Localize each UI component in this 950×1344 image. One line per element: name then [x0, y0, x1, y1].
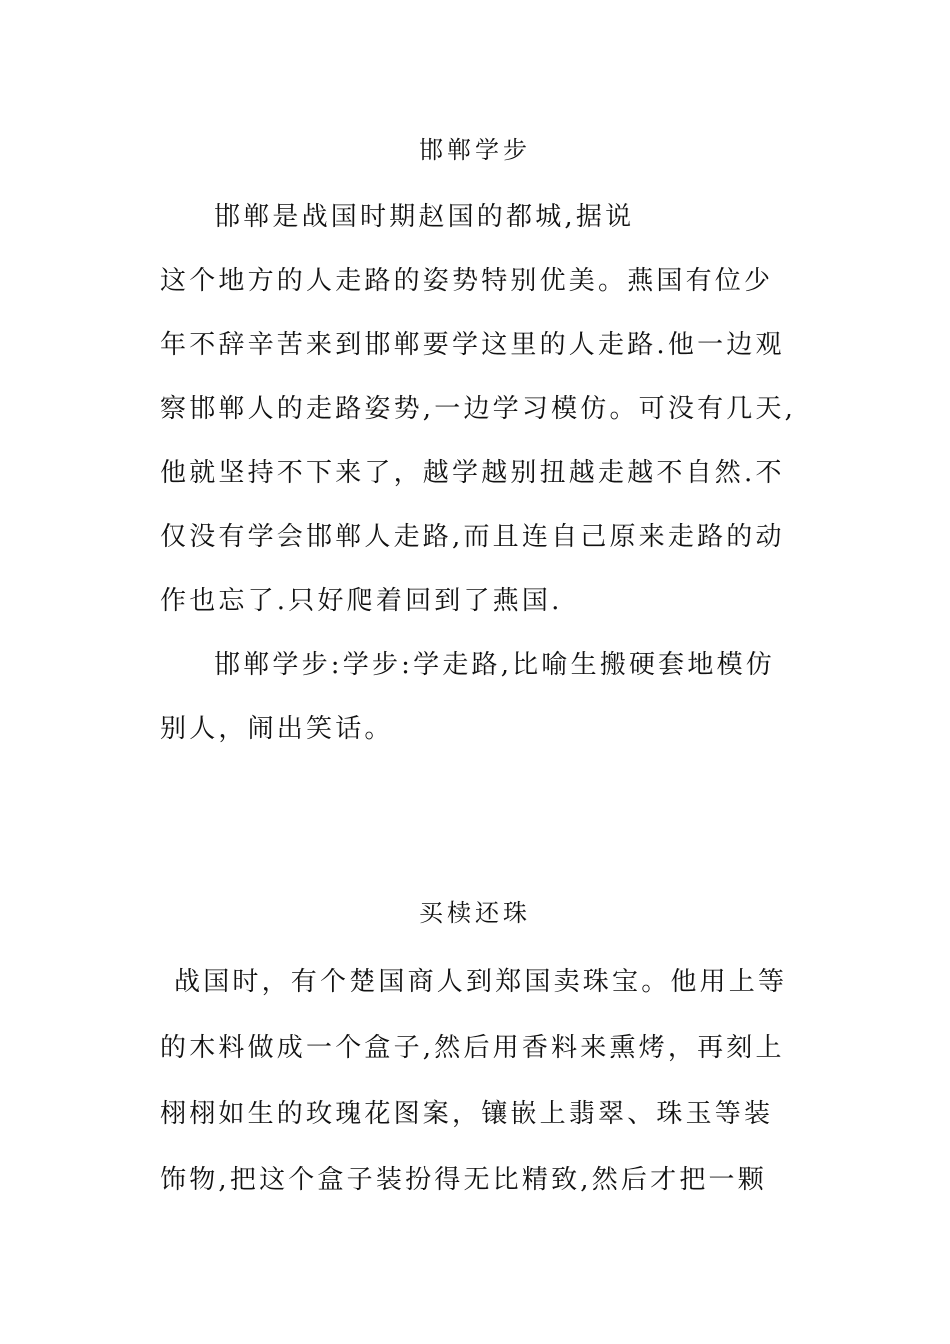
story1-moral-line-1: 邯郸学步:学步:学走路,比喻生搬硬套地模仿: [214, 650, 775, 680]
story2-line-3: 栩栩如生的玫瑰花图案，镶嵌上翡翠、珠玉等装: [160, 1099, 774, 1129]
story1-line-1: 邯郸是战国时期赵国的都城,据说: [214, 202, 635, 232]
story2-line-2: 的木料做成一个盒子,然后用香料来熏烤，再刻上: [160, 1033, 785, 1063]
story2-line-1: 战国时，有个楚国商人到郑国卖珠宝。他用上等: [174, 967, 788, 997]
story1-moral-line-2: 别人，闹出笑话。: [160, 714, 394, 744]
story1-line-7: 作也忘了.只好爬着回到了燕国.: [160, 586, 563, 616]
story1-line-4: 察邯郸人的走路姿势,一边学习模仿。可没有几天,: [160, 394, 797, 424]
story1-line-6: 仅没有学会邯郸人走路,而且连自己原来走路的动: [160, 522, 785, 552]
story1-line-5: 他就坚持不下来了，越学越别扭越走越不自然.不: [160, 458, 785, 488]
story2-line-4: 饰物,把这个盒子装扮得无比精致,然后才把一颗: [160, 1165, 767, 1195]
story2-title: 买椟还珠: [419, 899, 531, 927]
story1-title: 邯郸学步: [419, 136, 531, 164]
story1-line-3: 年不辞辛苦来到邯郸要学这里的人走路.他一边观: [160, 330, 785, 360]
story1-line-2: 这个地方的人走路的姿势特别优美。燕国有位少: [160, 266, 774, 296]
